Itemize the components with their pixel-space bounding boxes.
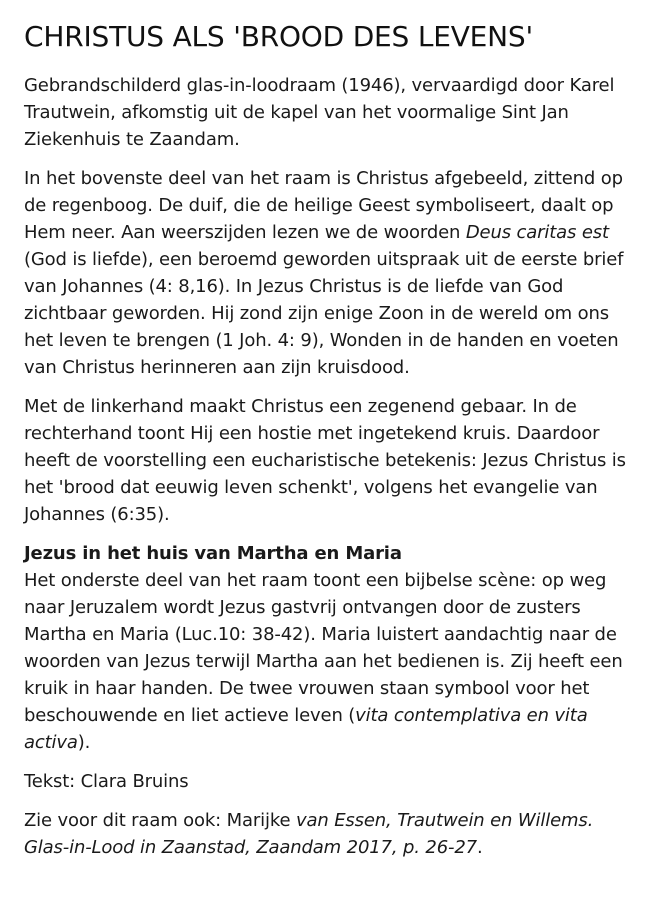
description-text-2: (God is liefde), een beroemd geworden uitspraak uit de eerste brief van Johannes (4: 8,16). In Jezus Christus is de liefde van God zichtbaar geworden. Hij zond zijn enige Zoon in de wereld om ons het leven te brengen (1 Joh. 4: 9), Wonden in de handen en voeten van Christus herinneren aan zijn kruisdood. [24, 249, 624, 378]
description-paragraph [24, 165, 636, 381]
section-text-2: ). [77, 732, 91, 753]
section-text-1: Het onderste deel van het raam toont een bijbelse scène: op weg naar Jeruzalem wordt Jezus gastvrij ontvangen door de zusters Martha en Maria (Luc.10: 38-42). Maria luistert aandachtig naar de woorden van Jezus terwijl Martha aan het bedienen is. Zij heeft een kruik in haar handen. De twee vrouwen staan symbool voor het beschouwende en liet actieve leven ( [24, 570, 623, 726]
reference-text-1: Zie voor dit raam ook: Marijke [24, 810, 296, 831]
section-heading: Jezus in het huis van Martha en Maria [24, 543, 402, 564]
reference-text-2: . [476, 837, 483, 858]
latin-term: vita contemplativa en vita activa [24, 705, 588, 753]
page-title: CHRISTUS ALS 'BROOD DES LEVENS' [24, 20, 533, 53]
reference-paragraph [24, 807, 636, 861]
document-page [24, 14, 636, 873]
reference-citation: van Essen, Trautwein en Willems. Glas-in-Lood in Zaanstad, Zaandam 2017, p. 26-27 [24, 810, 594, 858]
intro-paragraph: Gebrandschilderd glas-in-loodraam (1946), vervaardigd door Karel Trautwein, afkomstig uit de kapel van het voormalige Sint Jan Ziekenhuis te Zaandam. [24, 75, 615, 150]
blessing-paragraph: Met de linkerhand maakt Christus een zegenend gebaar. In de rechterhand toont Hij een hostie met ingetekend kruis. Daardoor heeft de voorstelling een eucharistische betekenis: Jezus Christus is het 'brood dat eeuwig leven schenkt', volgens het evangelie van Johannes (6:35). [24, 396, 626, 525]
martha-maria-section [24, 540, 636, 756]
description-text-1: In het bovenste deel van het raam is Christus afgebeeld, zittend op de regenboog. De duif, die de heilige Geest symboliseert, daalt op Hem neer. Aan weerszijden lezen we de woorden [24, 168, 623, 243]
latin-quote: Deus caritas est [465, 222, 609, 243]
author-credit: Tekst: Clara Bruins [24, 771, 189, 792]
